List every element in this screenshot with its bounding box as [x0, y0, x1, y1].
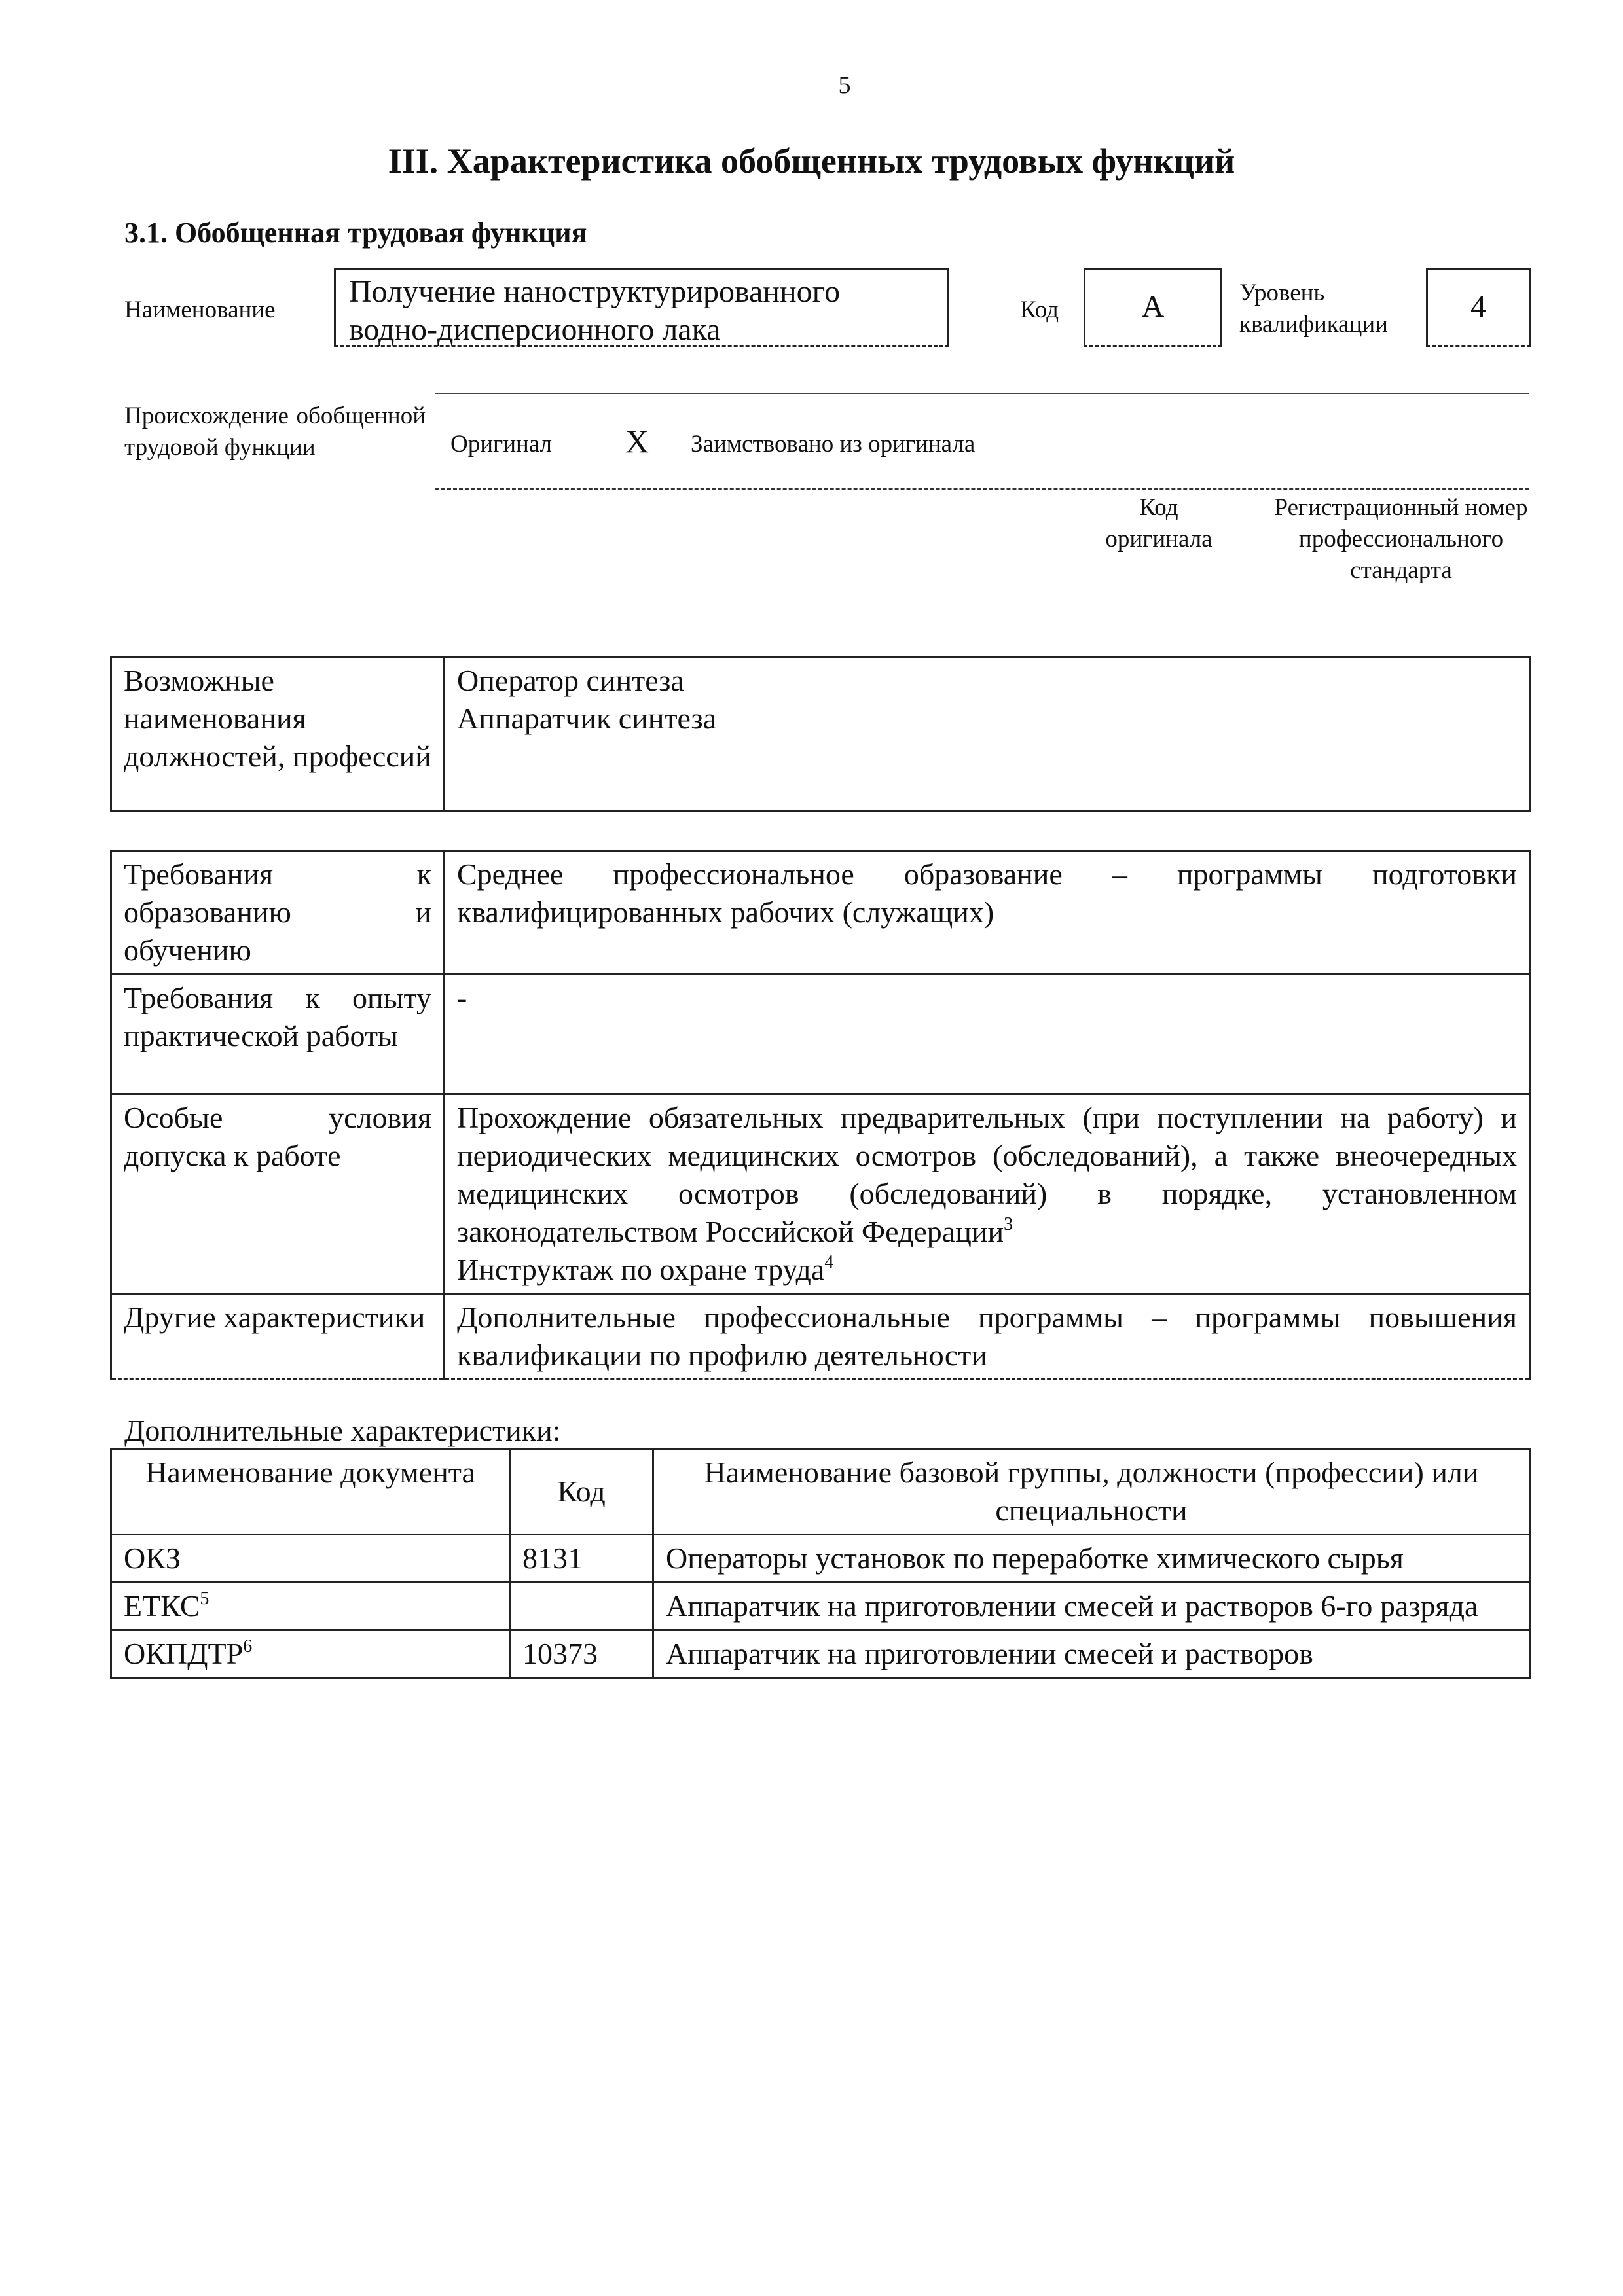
admission-value [445, 1094, 1530, 1294]
requirements-table [110, 850, 1531, 1380]
page-number: 5 [838, 71, 851, 99]
code-value: А [1141, 289, 1165, 324]
table-row [111, 1630, 1530, 1678]
experience-label: Требования к опыту практической работы [111, 975, 445, 1094]
position-item: Оператор синтеза [457, 664, 684, 697]
name-value-box [334, 268, 949, 347]
original-label: Оригинал [450, 431, 553, 457]
experience-value: - [445, 975, 1530, 1094]
header-code: Код [510, 1449, 653, 1535]
original-mark: Х [625, 423, 649, 459]
header-name: Наименование базовой группы, должности (профессии) или специальности [653, 1449, 1530, 1535]
origin-label: Происхождение обобщенной трудовой функции [124, 403, 426, 461]
admission-label: Особые условия допуска к работе [111, 1094, 445, 1294]
level-value: 4 [1470, 289, 1486, 324]
code-value-box [1084, 268, 1222, 347]
code-cell: 10373 [510, 1630, 653, 1678]
doc-cell: ОКЗ [111, 1535, 510, 1583]
additional-table [110, 1448, 1531, 1679]
subsection-title: 3.1. Обобщенная трудовая функция [124, 217, 587, 249]
header-doc: Наименование документа [111, 1449, 510, 1535]
positions-label: Возможные наименования должностей, профессий [111, 657, 445, 811]
other-label: Другие характеристики [111, 1294, 445, 1380]
reg-number-caption: Регистрационный номер профессионального стандарта [1274, 494, 1528, 584]
other-value: Дополнительные профессиональные программы – программы повышения квалификации по профилю деятельности [445, 1294, 1530, 1380]
footnote-ref: 5 [200, 1588, 210, 1609]
table-row [111, 1535, 1530, 1583]
origin-bottom-line [435, 488, 1529, 490]
position-item: Аппаратчик синтеза [457, 702, 717, 735]
footnote-ref: 6 [243, 1636, 253, 1657]
code-label: Код [1020, 296, 1059, 323]
section-title: III. Характеристика обобщенных трудовых функций [388, 141, 1235, 181]
positions-values [445, 657, 1530, 811]
code-cell: 8131 [510, 1535, 653, 1583]
level-value-box [1426, 268, 1531, 347]
name-cell: Аппаратчик на приготовлении смесей и растворов 6-го разряда [653, 1583, 1530, 1630]
additional-title: Дополнительные характеристики: [124, 1414, 561, 1447]
education-value: Среднее профессиональное образование – программы подготовки квалифицированных рабочих (служащих) [445, 851, 1530, 975]
positions-table [110, 656, 1531, 812]
admission-text: Прохождение обязательных предварительных (при поступлении на работу) и периодических медицинских осмотров (обследований), а также внеочередных медицинских осмотров (обследований) в порядке, установленном законодательством Российской Федерации [457, 1101, 1517, 1248]
doc-cell: ОКПДТР$^6$ [111, 1630, 510, 1678]
borrowed-label: Заимствовано из оригинала [691, 431, 976, 457]
footnote-ref: 3 [1004, 1214, 1013, 1234]
education-label: Требования к образованию и обучению [111, 851, 445, 975]
name-cell: Операторы установок по переработке химического сырья [653, 1535, 1530, 1583]
origin-top-line [435, 393, 1529, 394]
code-cell [510, 1583, 653, 1630]
name-value: Получение наноструктурированного водно-дисперсионного лака [349, 274, 841, 347]
level-label: Уровень квалификации [1239, 279, 1388, 338]
name-label: Наименование [124, 296, 276, 323]
footnote-ref: 4 [824, 1252, 834, 1272]
safety-briefing-text: Инструктаж по охране труда [457, 1253, 825, 1286]
table-row [111, 1583, 1530, 1630]
code-original-caption: Код оригинала [1105, 494, 1213, 552]
doc-cell: ЕТКС$^5$ [111, 1583, 510, 1630]
name-cell: Аппаратчик на приготовлении смесей и растворов [653, 1630, 1530, 1678]
